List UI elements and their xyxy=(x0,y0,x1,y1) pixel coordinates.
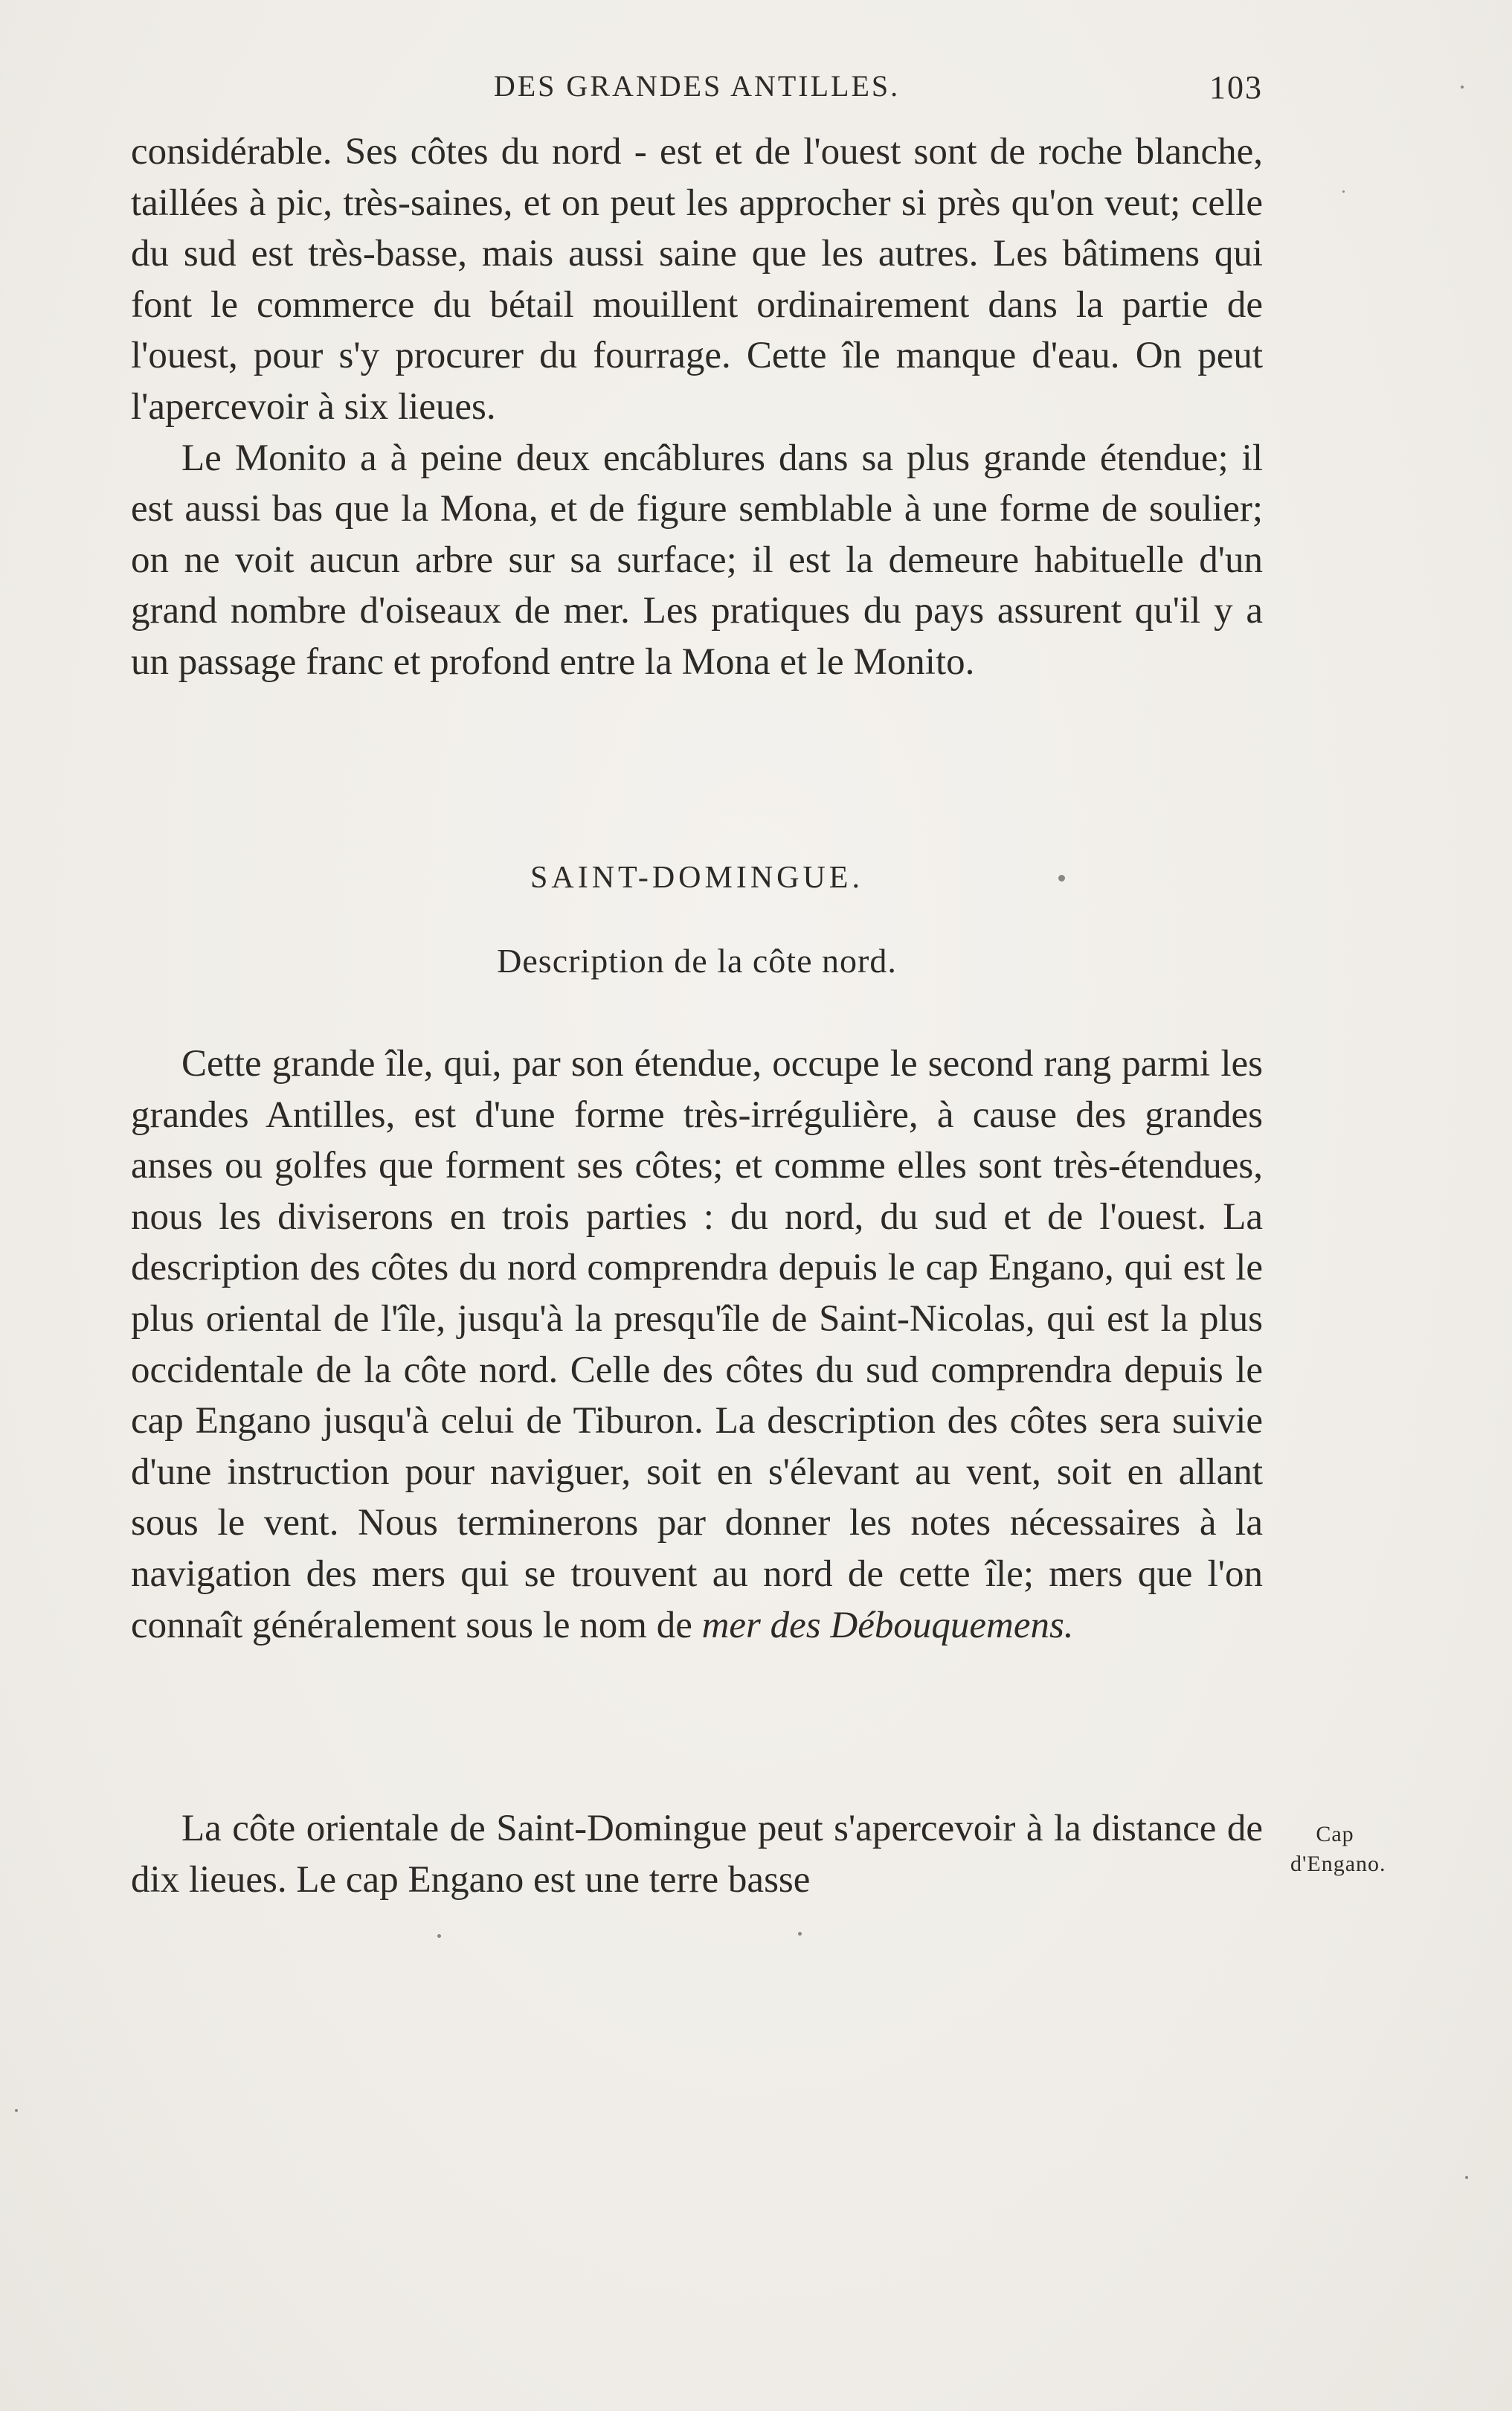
paper-speck xyxy=(1058,875,1065,882)
text-block-main xyxy=(131,1038,1263,1651)
page-number: 103 xyxy=(1209,69,1263,106)
margin-note-line: d'Engano. xyxy=(1290,1852,1386,1876)
paragraph-saint-domingue-intro xyxy=(131,1038,1263,1651)
margin-note-line: Cap xyxy=(1316,1822,1354,1846)
paper-speck xyxy=(15,2109,18,2112)
paper-speck xyxy=(798,1932,802,1936)
paragraph-body-text: Cette grande île, qui, par son étendue, occupe le second rang parmi les grandes Antilles, est d'une forme très-irrégulière, à cause des grandes anses ou golfes que forment ses côtes; et comme elles sont très-étendues, nous les diviserons en trois parties : du nord, du sud et de l'ouest. La description des côtes du nord comprendra depuis le cap Engano, qui est le plus oriental de l'île, jusqu'à la presqu'île de Saint-Nicolas, qui est la plus occidentale de la côte nord. Celle des côtes du sud comprendra depuis le cap Engano jusqu'à celui de Tiburon. La description des côtes sera suivie d'une instruction pour naviguer, soit en s'élevant au vent, soit en allant sous le vent. Nous terminerons par donner les notes nécessaires à la navigation des mers qui se trouvent au nord de cette île; mers que l'on connaît généralement sous le nom de xyxy=(131,1043,1263,1646)
text-block-top xyxy=(131,126,1263,688)
paper-speck xyxy=(1461,86,1464,89)
text-block-bottom xyxy=(131,1803,1263,1905)
paragraph-monito-description: Le Monito a à peine deux encâblures dans sa plus grande étendue; il est aussi bas que la Mona, et de figure semblable à une forme de soulier; on ne voit aucun arbre sur sa surface; il est la demeure habituelle d'un grand nombre d'oiseaux de mer. Les pratiques du pays assurent qu'il y a un passage franc et profond entre la Mona et le Monito. xyxy=(131,437,1263,683)
italic-term: mer des Débouquemens. xyxy=(701,1604,1074,1646)
section-subtitle: Description de la côte nord. xyxy=(497,942,897,980)
paragraph-eastern-coast: La côte orientale de Saint-Domingue peut s'apercevoir à la distance de dix lieues. Le cap Engano est une terre basse xyxy=(131,1808,1263,1901)
running-title: DES GRANDES ANTILLES. xyxy=(493,69,901,103)
section-title: SAINT-DOMINGUE. xyxy=(530,861,863,895)
page-header xyxy=(131,68,1263,113)
paper-speck xyxy=(437,1934,441,1938)
margin-note xyxy=(1290,1820,1386,1879)
paper-speck xyxy=(1465,2176,1468,2179)
paper-speck xyxy=(1342,190,1345,193)
paragraph-mona-description: considérable. Ses côtes du nord - est et de l'ouest sont de roche blanche, taillées à pic, très-saines, et on peut les approcher si près qu'on veut; celle du sud est très-basse, mais aussi saine que les autres. Les bâtimens qui font le commerce du bétail mouillent ordinairement dans la partie de l'ouest, pour s'y procurer du fourrage. Cette île manque d'eau. On peut l'apercevoir à six lieues. xyxy=(131,131,1263,428)
